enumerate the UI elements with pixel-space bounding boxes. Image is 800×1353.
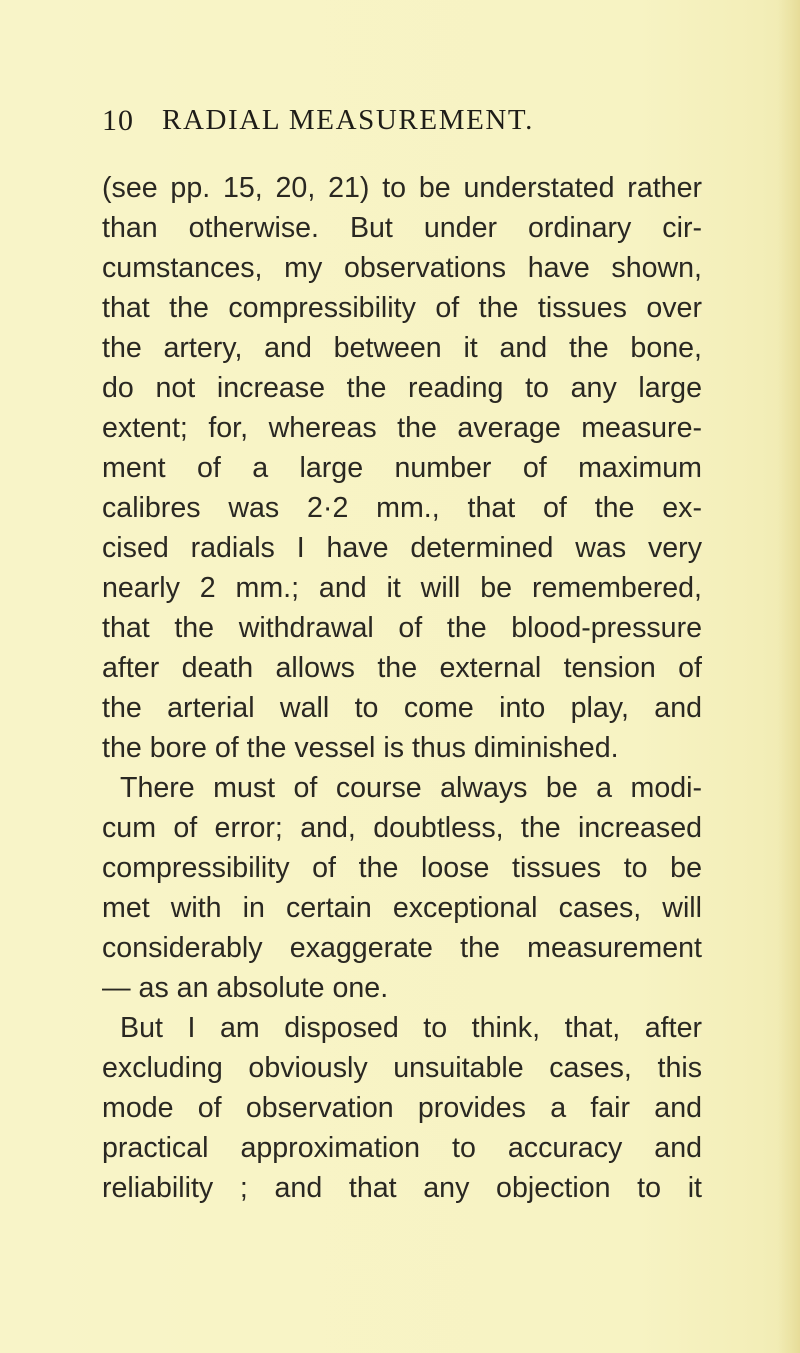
page-edge-shadow xyxy=(778,0,800,1353)
text-line: that the withdrawal of the blood-pressure xyxy=(102,612,702,644)
text-line: considerably exaggerate the measurement xyxy=(102,932,702,964)
text-line: There must of course always be a modi- xyxy=(120,772,702,804)
text-line: cised radials I have determined was very xyxy=(102,532,702,564)
text-line: practical approximation to accuracy and xyxy=(102,1132,702,1164)
text-line: calibres was 2·2 mm., that of the ex- xyxy=(102,492,702,524)
text-line: ment of a large number of maximum xyxy=(102,452,702,484)
text-line: that the compressibility of the tissues over xyxy=(102,292,702,324)
text-line: than otherwise. But under ordinary cir- xyxy=(102,212,702,244)
text-line: excluding obviously unsuitable cases, this xyxy=(102,1052,702,1084)
page-number: 10 xyxy=(102,104,134,137)
page-header xyxy=(102,104,662,144)
text-line: cum of error; and, doubtless, the increased xyxy=(102,812,702,844)
text-line: after death allows the external tension of xyxy=(102,652,702,684)
running-head: RADIAL MEASUREMENT. xyxy=(162,104,534,136)
text-line: do not increase the reading to any large xyxy=(102,372,702,404)
text-line: extent; for, whereas the average measure- xyxy=(102,412,702,444)
text-line: compressibility of the loose tissues to be xyxy=(102,852,702,884)
text-line: cumstances, my observations have shown, xyxy=(102,252,702,284)
text-line: (see pp. 15, 20, 21) to be understated rather xyxy=(102,172,702,204)
text-line: nearly 2 mm.; and it will be remembered, xyxy=(102,572,702,604)
text-line: the artery, and between it and the bone, xyxy=(102,332,702,364)
text-line: the bore of the vessel is thus diminished. xyxy=(102,732,619,764)
text-line: met with in certain exceptional cases, will xyxy=(102,892,702,924)
text-line: mode of observation provides a fair and xyxy=(102,1092,702,1124)
text-line: reliability ; and that any objection to it xyxy=(102,1172,702,1204)
body-text xyxy=(102,168,702,1208)
text-line: the arterial wall to come into play, and xyxy=(102,692,702,724)
text-line: But I am disposed to think, that, after xyxy=(120,1012,702,1044)
text-line: — as an absolute one. xyxy=(102,972,389,1004)
